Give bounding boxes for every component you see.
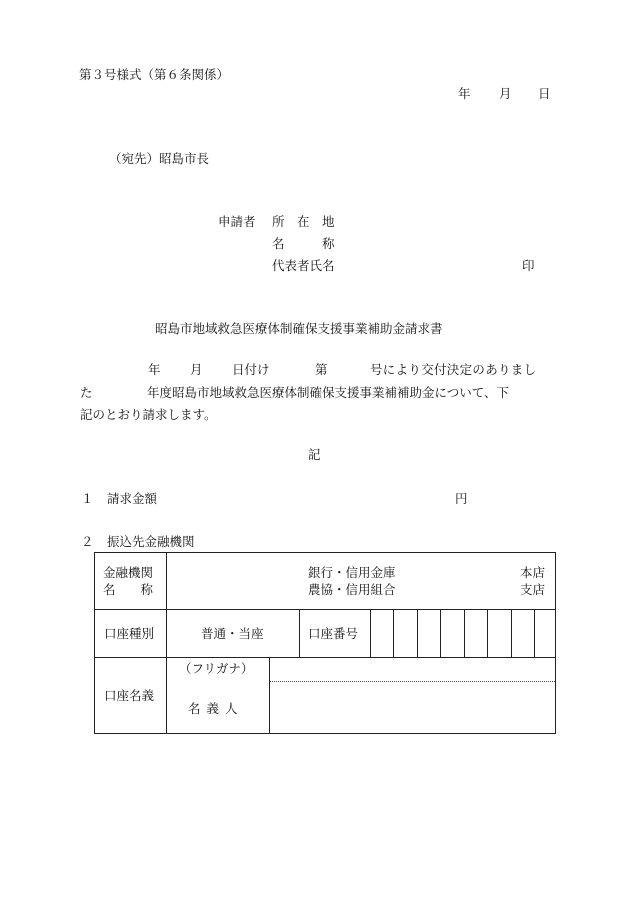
body-month: 月 (190, 362, 203, 377)
body-line3: 記のとおり請求します。 (80, 407, 217, 422)
digit-divider (487, 609, 488, 657)
body-line2-text: 年度昭島市地域救急医療体制確保支援事業補補助金について、下 (147, 385, 510, 400)
applicant-label: 申請者 (218, 214, 256, 229)
col-divider (269, 657, 270, 733)
branch-main: 本店 (520, 565, 546, 580)
holder-name-label: 名 義 人 (188, 701, 239, 716)
item1-number: １ (81, 491, 94, 506)
account-number-label: 口座番号 (308, 626, 359, 641)
date-year-label: 年 (458, 86, 471, 101)
digit-divider (511, 609, 512, 657)
col-divider (166, 553, 167, 733)
form-number: 第３号様式（第６条関係） (79, 67, 230, 82)
bank-type-1: 銀行・信用金庫 (308, 565, 396, 580)
applicant-representative-label: 代表者氏名 (272, 258, 335, 273)
branch-sub: 支店 (520, 582, 546, 597)
document-title: 昭島市地域救急医療体制確保支援事業補助金請求書 (155, 321, 443, 336)
account-holder-label: 口座名義 (104, 688, 155, 703)
item2-label: 振込先金融機関 (107, 534, 195, 549)
digit-divider (417, 609, 418, 657)
applicant-address-label: 所 在 地 (272, 214, 335, 229)
seal-mark: 印 (522, 258, 535, 273)
body-no: 第 (315, 362, 328, 377)
body-dated: 日付け (232, 362, 270, 377)
date-day-label: 日 (538, 86, 551, 101)
digit-divider (534, 609, 535, 657)
bank-type-2: 農協・信用組合 (308, 582, 396, 597)
body-year: 年 (148, 362, 161, 377)
institution-label-line1: 金融機関 (103, 565, 154, 580)
furigana-label: （フリガナ） (179, 661, 254, 676)
applicant-name-label: 名 称 (272, 236, 335, 251)
account-type-label: 口座種別 (104, 626, 155, 641)
account-type-value: 普通・当座 (201, 626, 264, 641)
col-divider (299, 609, 300, 657)
institution-label-line2: 名 称 (103, 582, 154, 597)
body-line2-start: た (80, 385, 93, 400)
bank-table (94, 552, 556, 734)
row-divider (95, 609, 555, 610)
digit-divider (464, 609, 465, 657)
col-divider (370, 609, 371, 657)
digit-divider (393, 609, 394, 657)
item2-number: ２ (81, 534, 94, 549)
body-line1-text: 号により交付決定のありまし (370, 362, 537, 377)
ki-heading: 記 (308, 447, 321, 462)
item1-unit: 円 (455, 491, 468, 506)
digit-divider (440, 609, 441, 657)
furigana-divider (269, 681, 555, 682)
item1-label: 請求金額 (107, 491, 158, 506)
addressee: （宛先）昭島市長 (109, 151, 210, 166)
date-month-label: 月 (499, 86, 512, 101)
row-divider (95, 657, 555, 658)
